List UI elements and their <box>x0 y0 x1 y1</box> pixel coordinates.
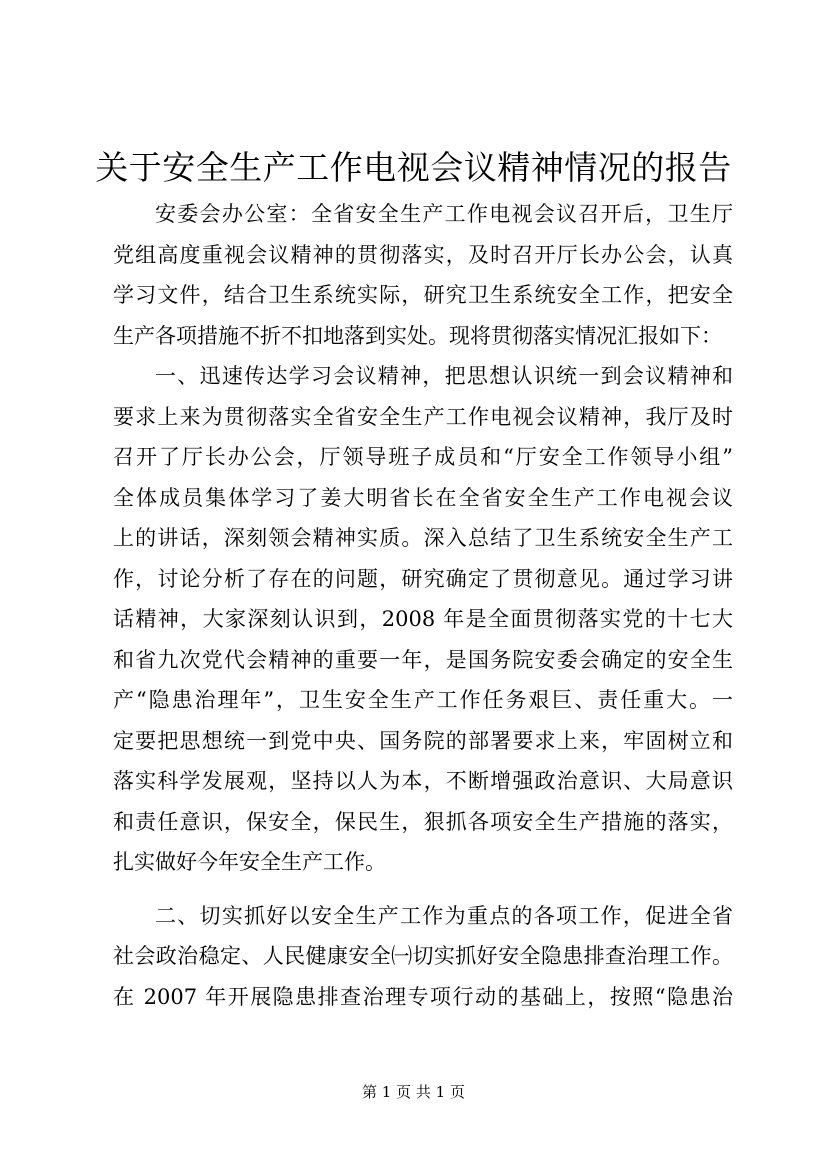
text-line: 作，讨论分析了存在的问题，研究确定了贯彻意见。通过学习讲 <box>113 566 733 591</box>
text-line: 话精神，大家深刻认识到，2008 年是全面贯彻落实党的十七大 <box>113 607 733 631</box>
paragraph-3 <box>113 896 733 1018</box>
text-line: 产“隐患治理年”，卫生安全生产工作任务艰巨、责任重大。一 <box>113 688 733 712</box>
text-line: 上的讲话，深刻领会精神实质。深入总结了卫生系统安全生产工 <box>113 526 733 550</box>
text-line: 落实科学发展观，坚持以人为本，不断增强政治意识、大局意识 <box>113 769 733 793</box>
text-line: 学习文件，结合卫生系统实际，研究卫生系统安全工作，把安全 <box>113 283 733 307</box>
text-line: 召开了厅长办公会，厅领导班子成员和“厅安全工作领导小组” <box>113 445 733 469</box>
document-body <box>113 194 733 1017</box>
text-line: 定要把思想统一到党中央、国务院的部署要求上来，牢固树立和 <box>113 728 733 753</box>
text-line: 要求上来为贯彻落实全省安全生产工作电视会议精神，我厅及时 <box>113 404 733 429</box>
text-line: 和责任意识，保安全，保民生，狠抓各项安全生产措施的落实， <box>113 809 733 834</box>
paragraph-1 <box>113 194 733 356</box>
text-line: 生产各项措施不折不扣地落到实处。现将贯彻落实情况汇报如下： <box>113 323 722 348</box>
text-line: 全体成员集体学习了姜大明省长在全省安全生产工作电视会议 <box>113 485 733 510</box>
text-line: 党组高度重视会议精神的贯彻落实，及时召开厅长办公会，认真 <box>113 242 733 267</box>
text-line: 一、迅速传达学习会议精神，把思想认识统一到会议精神和 <box>155 364 733 388</box>
text-line: 社会政治稳定、人民健康安全㈠切实抓好安全隐患排查治理工作。 <box>113 944 733 968</box>
text-line: 安委会办公室：全省安全生产工作电视会议召开后，卫生厅 <box>155 202 733 226</box>
text-line: 二、切实抓好以安全生产工作为重点的各项工作，促进全省 <box>155 903 733 928</box>
paragraph-2 <box>113 356 733 883</box>
text-line: 和省九次党代会精神的重要一年，是国务院安委会确定的安全生 <box>113 647 733 672</box>
text-line: 在 2007 年开展隐患排查治理专项行动的基础上，按照“隐患治 <box>113 984 733 1009</box>
document-title: 关于安全生产工作电视会议精神情况的报告 <box>95 148 732 187</box>
text-line: 扎实做好今年安全生产工作。 <box>113 850 386 874</box>
paragraph-spacer <box>113 883 733 896</box>
page-footer: 第 1 页 共 1 页 <box>362 1083 465 1101</box>
